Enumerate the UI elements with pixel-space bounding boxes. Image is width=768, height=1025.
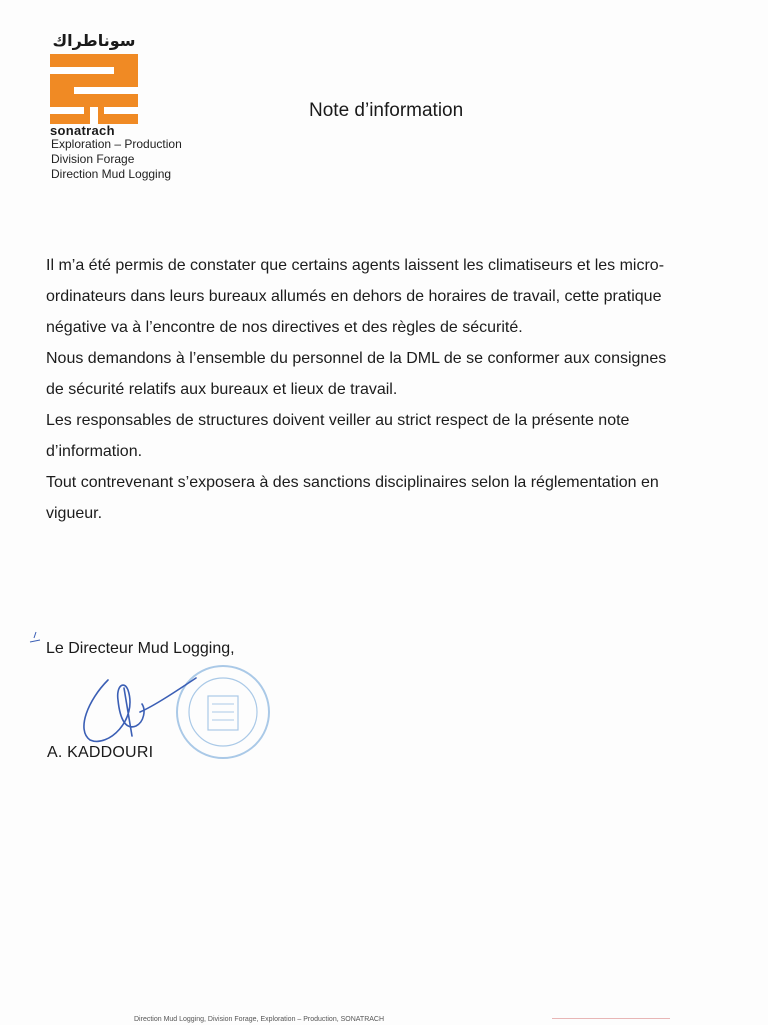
org-line-forage: Division Forage — [51, 152, 135, 166]
signer-name: A. KADDOURI — [47, 744, 154, 761]
footer-text: Direction Mud Logging, Division Forage, Exploration – Production, SONATRACH — [134, 1016, 385, 1023]
body-paragraph: Nous demandons à l’ensemble du personnel de la DML de se conformer aux consignes de sécurité relatifs aux bureaux et lieux de travail. — [46, 350, 667, 398]
org-line-division: Exploration – Production — [51, 137, 182, 151]
document-body — [46, 250, 686, 529]
signer-title: Le Directeur Mud Logging, — [46, 640, 235, 657]
brand-name: sonatrach — [50, 123, 115, 138]
arabic-logo-text: سوناطراك — [52, 33, 136, 50]
document-title: Note d’information — [309, 100, 464, 121]
body-paragraph: Tout contrevenant s’exposera à des sanctions disciplinaires selon la réglementation en vigueur. — [46, 474, 659, 522]
sonatrach-logo-icon — [50, 54, 138, 124]
org-line-direction: Direction Mud Logging — [51, 167, 172, 181]
body-paragraph: Il m’a été permis de constater que certains agents laissent les climatiseurs et les micro-ordinateurs dans leurs bureaux allumés en dehors de horaires de travail, cette pratique négative va à l’encontre de nos directives et des règles de sécurité. — [46, 257, 665, 336]
body-paragraph: Les responsables de structures doivent veiller au strict respect de la présente note d’information. — [46, 412, 630, 460]
